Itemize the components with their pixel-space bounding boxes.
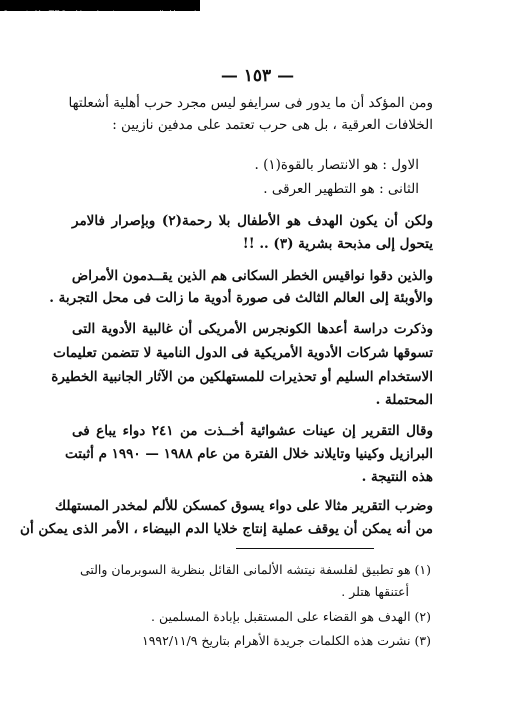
body-line: المحتملة .	[375, 392, 433, 408]
body-line: الاستخدام السليم أو تحذيرات للمستهلكين من الآثار الجانبية الخطيرة	[51, 369, 433, 385]
body-line: والذين دقوا نواقيس الخطر السكانى هم الذين يقــدمون الأمراض	[71, 268, 433, 284]
footnote-separator	[236, 548, 374, 549]
body-line: وقال التقرير إن عينات عشوائية أخــذت من ٢٤١ دواء يباع فى	[72, 423, 434, 439]
body-line: تسوقها شركات الأدوية الأمريكية فى الدول النامية لا تتضمن تعليمات	[53, 345, 433, 361]
body-line: من أنه يمكن أن يوقف عملية إنتاج خلايا الدم البيضاء ، الأمر الذى يمكن أن	[20, 521, 433, 537]
footnote-line: (٢) الهدف هو القضاء على المستقبل بإبادة المسلمين .	[151, 609, 431, 624]
footnote-line: (٣) نشرت هذه الكلمات جريدة الأهرام بتاريخ ١٩٩٢/١١/٩	[141, 633, 431, 648]
footnote-line: (١) هو تطبيق لفلسفة نيتشه الألمانى القائل بنظرية السوبرمان والتى	[79, 562, 431, 577]
body-line: ومن المؤكد أن ما يدور فى سرايفو ليس مجرد حرب أهلية أشعلتها	[68, 95, 433, 111]
body-line: الخلافات العرقية ، بل هى حرب تعتمد على مدفين نازيين :	[112, 117, 433, 133]
body-line: يتحول إلى مذبحة بشرية (٣) .. !!	[242, 236, 433, 252]
body-line: الاول : هو الانتصار بالقوة(١) .	[254, 157, 419, 173]
body-line: البرازيل وكينيا وتايلاند خلال الفترة من عام ١٩٨٨ — ١٩٩٠ م أثبتت	[64, 446, 433, 462]
body-line: هذه النتيجة .	[361, 469, 433, 485]
page-number: — ١٥٣ —	[220, 66, 295, 86]
banner-text: Converted by Tiff Combine - (no stamps are applied by registered version)	[3, 9, 246, 17]
body-line: الثانى : هو التطهير العرقى .	[263, 181, 419, 197]
body-line: ولكن أن يكون الهدف هو الأطفال بلا رحمة(٢) وبإصرار فالامر	[72, 213, 433, 229]
conversion-banner	[0, 0, 246, 17]
body-line: وذكرت دراسة أعدها الكونجرس الأمريكى أن غالبية الأدوية التى	[72, 321, 433, 337]
body-line: وضرب التقرير مثالا على دواء يسوق كمسكن للألم لمخدر المستهلك	[55, 498, 433, 514]
footnote-line: أعتنقها هتلر .	[341, 584, 409, 599]
body-line: والأوبئة إلى العالم الثالث فى صورة أدوية ما زالت فى محل التجربة .	[49, 290, 433, 306]
